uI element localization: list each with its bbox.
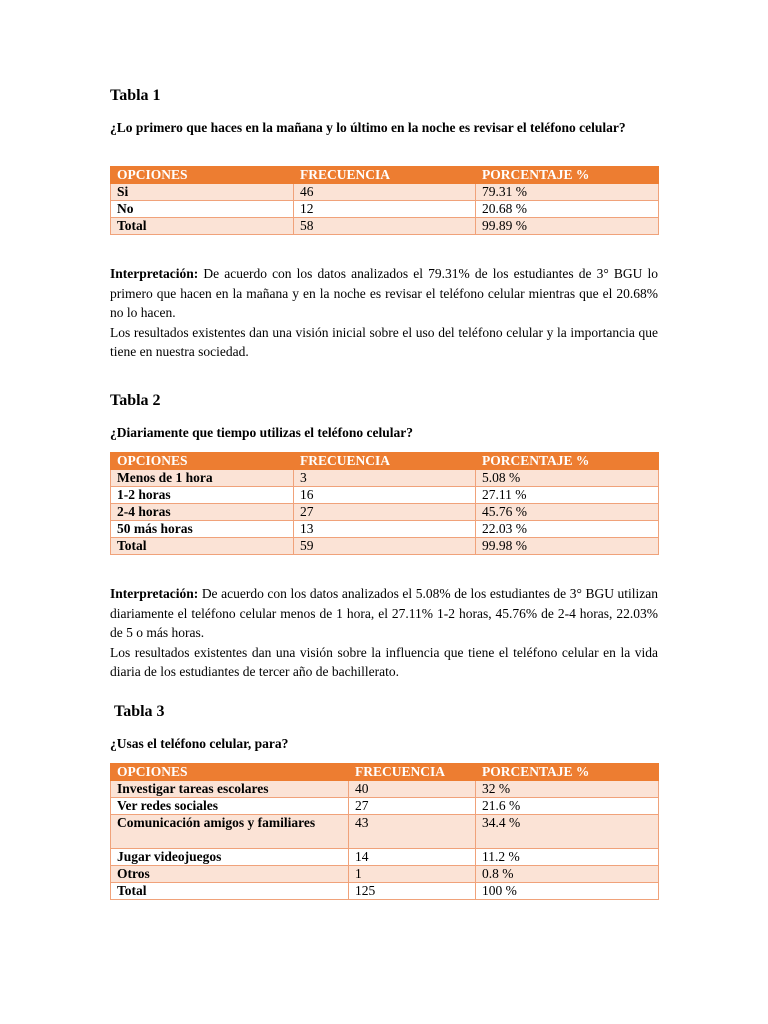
cell-frequency: 43 <box>349 815 476 849</box>
table-row <box>111 201 659 218</box>
table-row-total <box>111 218 659 235</box>
cell-frequency: 3 <box>294 470 476 487</box>
cell-frequency: 13 <box>294 521 476 538</box>
cell-percentage: 79.31 % <box>476 184 659 201</box>
interpretation-text: De acuerdo con los datos analizados el 79.31% de los estudiantes de 3° BGU lo primero que hacen en la mañana y en la noche es revisar el teléfono celular mientras que el 20.68% no lo hacen. <box>110 266 658 320</box>
cell-option: Investigar tareas escolares <box>111 781 349 798</box>
cell-frequency: 125 <box>349 883 476 900</box>
table-row-total <box>111 883 659 900</box>
table-header-row <box>111 167 659 184</box>
table-2-interpretation <box>110 584 658 682</box>
cell-percentage: 34.4 % <box>476 815 659 849</box>
table-row <box>111 849 659 866</box>
conclusion-text: Los resultados existentes dan una visión sobre la influencia que tiene el teléfono celular en la vida diaria de los estudiantes de tercer año de bachillerato. <box>110 644 658 679</box>
table-row <box>111 504 659 521</box>
conclusion-text: Los resultados existentes dan una visión inicial sobre el uso del teléfono celular y la importancia que tiene en nuestra sociedad. <box>110 324 658 359</box>
cell-option: Otros <box>111 866 349 883</box>
header-frecuencia: FRECUENCIA <box>349 764 476 781</box>
table-row <box>111 487 659 504</box>
header-porcentaje: PORCENTAJE % <box>476 453 659 470</box>
cell-option: 50 más horas <box>111 521 294 538</box>
cell-option: Jugar videojuegos <box>111 849 349 866</box>
header-opciones: OPCIONES <box>111 167 294 184</box>
cell-option: Comunicación amigos y familiares <box>111 815 349 849</box>
cell-option: Total <box>111 538 294 555</box>
table-1-question: ¿Lo primero que haces en la mañana y lo último en la noche es revisar el teléfono celular? <box>110 120 626 135</box>
table-3-title: Tabla 3 <box>114 703 165 720</box>
cell-option: Si <box>111 184 294 201</box>
cell-percentage: 27.11 % <box>476 487 659 504</box>
cell-percentage: 99.89 % <box>476 218 659 235</box>
cell-frequency: 46 <box>294 184 476 201</box>
table-row <box>111 521 659 538</box>
table-row <box>111 815 659 849</box>
table-row <box>111 781 659 798</box>
cell-percentage: 100 % <box>476 883 659 900</box>
table-3-question: ¿Usas el teléfono celular, para? <box>110 736 289 751</box>
header-porcentaje: PORCENTAJE % <box>476 167 659 184</box>
cell-option: 1-2 horas <box>111 487 294 504</box>
table-1 <box>110 166 659 235</box>
cell-percentage: 99.98 % <box>476 538 659 555</box>
table-row <box>111 184 659 201</box>
table-1-title: Tabla 1 <box>110 87 161 104</box>
cell-percentage: 20.68 % <box>476 201 659 218</box>
cell-percentage: 32 % <box>476 781 659 798</box>
table-header-row <box>111 453 659 470</box>
table-2 <box>110 452 659 555</box>
header-frecuencia: FRECUENCIA <box>294 453 476 470</box>
cell-option: No <box>111 201 294 218</box>
cell-frequency: 27 <box>349 798 476 815</box>
header-opciones: OPCIONES <box>111 453 294 470</box>
table-row-total <box>111 538 659 555</box>
cell-percentage: 45.76 % <box>476 504 659 521</box>
header-opciones: OPCIONES <box>111 764 349 781</box>
cell-percentage: 11.2 % <box>476 849 659 866</box>
table-header-row <box>111 764 659 781</box>
cell-option: Ver redes sociales <box>111 798 349 815</box>
table-1-interpretation <box>110 264 658 362</box>
interpretation-text: De acuerdo con los datos analizados el 5.08% de los estudiantes de 3° BGU utilizan diariamente el teléfono celular menos de 1 hora, el 27.11% 1-2 horas, 45.76% de 2-4 horas, 22.03% de 5 o más horas. <box>110 586 659 640</box>
cell-frequency: 59 <box>294 538 476 555</box>
cell-option: Total <box>111 883 349 900</box>
interpretation-label: Interpretación: <box>110 586 199 601</box>
cell-percentage: 0.8 % <box>476 866 659 883</box>
cell-option: 2-4 horas <box>111 504 294 521</box>
cell-frequency: 40 <box>349 781 476 798</box>
cell-percentage: 22.03 % <box>476 521 659 538</box>
cell-percentage: 5.08 % <box>476 470 659 487</box>
interpretation-label: Interpretación: <box>110 266 199 281</box>
table-row <box>111 470 659 487</box>
table-row <box>111 866 659 883</box>
cell-frequency: 58 <box>294 218 476 235</box>
cell-frequency: 16 <box>294 487 476 504</box>
cell-frequency: 12 <box>294 201 476 218</box>
table-2-title: Tabla 2 <box>110 392 161 409</box>
header-frecuencia: FRECUENCIA <box>294 167 476 184</box>
table-row <box>111 798 659 815</box>
cell-frequency: 27 <box>294 504 476 521</box>
cell-option: Total <box>111 218 294 235</box>
cell-frequency: 14 <box>349 849 476 866</box>
cell-option: Menos de 1 hora <box>111 470 294 487</box>
table-2-question: ¿Diariamente que tiempo utilizas el teléfono celular? <box>110 425 413 440</box>
cell-frequency: 1 <box>349 866 476 883</box>
table-3 <box>110 763 659 900</box>
header-porcentaje: PORCENTAJE % <box>476 764 659 781</box>
cell-percentage: 21.6 % <box>476 798 659 815</box>
